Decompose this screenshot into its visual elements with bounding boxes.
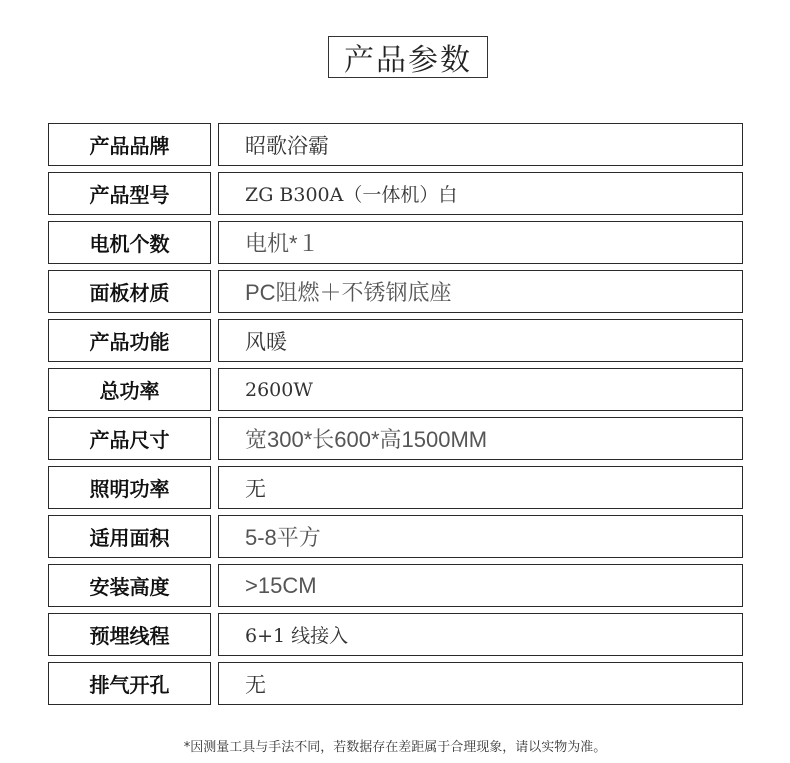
spec-label: 电机个数 <box>48 221 211 264</box>
spec-value: ZG B300A（一体机）白 <box>218 172 743 215</box>
spec-row-panel-material <box>48 270 743 313</box>
spec-value: 昭歌浴霸 <box>218 123 743 166</box>
spec-label: 总功率 <box>48 368 211 411</box>
spec-row-brand <box>48 123 743 166</box>
spec-row-install-height <box>48 564 743 607</box>
spec-value: 无 <box>218 466 743 509</box>
spec-row-lighting-power <box>48 466 743 509</box>
spec-value: PC阻燃＋不锈钢底座 <box>218 270 743 313</box>
disclaimer-footnote: *因测量工具与手法不同，若数据存在差距属于合理现象，请以实物为准。 <box>183 740 607 755</box>
spec-label: 面板材质 <box>48 270 211 313</box>
spec-label: 产品功能 <box>48 319 211 362</box>
spec-label: 产品品牌 <box>48 123 211 166</box>
spec-label: 适用面积 <box>48 515 211 558</box>
spec-row-model <box>48 172 743 215</box>
spec-row-total-power <box>48 368 743 411</box>
spec-row-wiring <box>48 613 743 656</box>
spec-label: 预埋线程 <box>48 613 211 656</box>
spec-value: 2600W <box>218 368 743 411</box>
spec-row-exhaust-hole <box>48 662 743 705</box>
spec-label: 照明功率 <box>48 466 211 509</box>
spec-table <box>48 123 743 711</box>
spec-label: 产品型号 <box>48 172 211 215</box>
spec-value: 电机*１ <box>218 221 743 264</box>
spec-row-size <box>48 417 743 460</box>
spec-label: 安装高度 <box>48 564 211 607</box>
spec-value: 风暖 <box>218 319 743 362</box>
spec-value: 无 <box>218 662 743 705</box>
page-title: 产品参数 <box>328 36 488 78</box>
spec-row-function <box>48 319 743 362</box>
spec-value: 5-8平方 <box>218 515 743 558</box>
spec-label: 排气开孔 <box>48 662 211 705</box>
spec-row-motor-count <box>48 221 743 264</box>
spec-value: 6+1 线接入 <box>218 613 743 656</box>
spec-value: >15CM <box>218 564 743 607</box>
spec-value: 宽300*长600*高1500MM <box>218 417 743 460</box>
spec-label: 产品尺寸 <box>48 417 211 460</box>
spec-row-area <box>48 515 743 558</box>
